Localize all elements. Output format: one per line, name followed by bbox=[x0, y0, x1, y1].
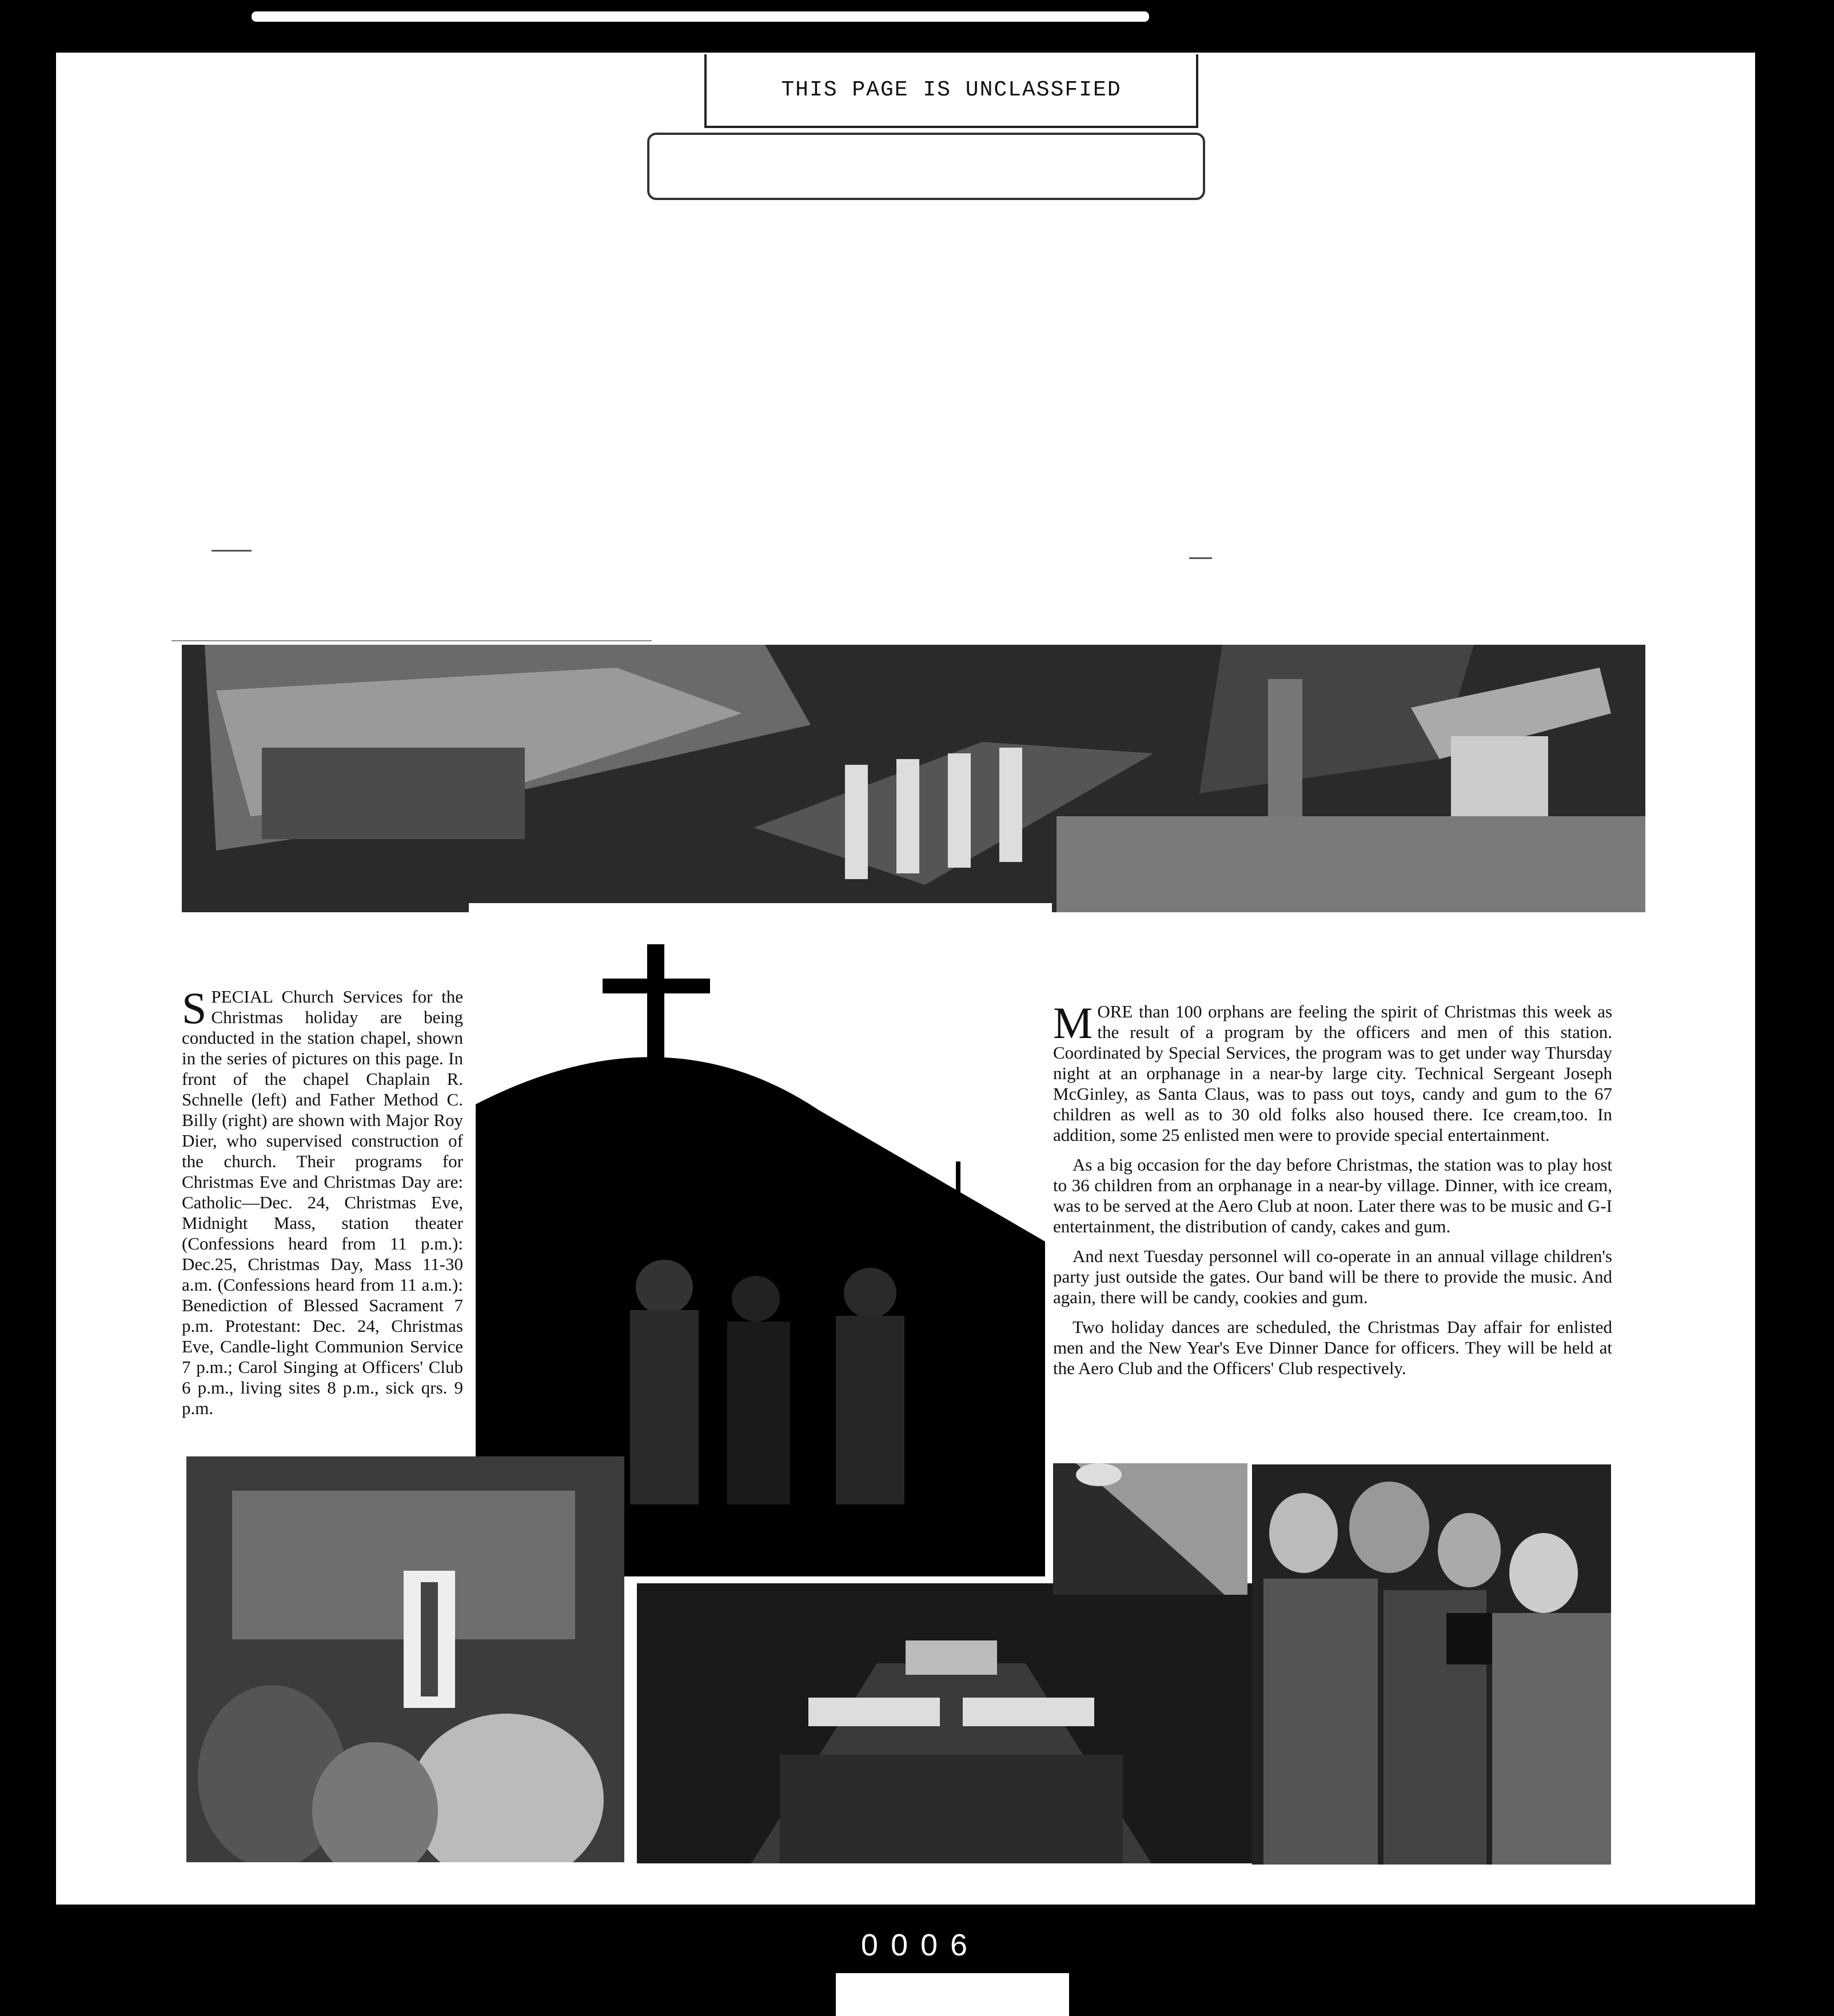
top-border bbox=[252, 11, 1149, 22]
right-article-paragraph: And next Tuesday personnel will co-operate in an annual village children's party just outside the gates. Our band will be there to provide the music. And again, there will be candy, cookies and gum. bbox=[1053, 1246, 1612, 1307]
torn-edge bbox=[56, 1886, 1755, 1905]
right-article-paragraph: Two holiday dances are scheduled, the Christmas Day affair for enlisted men and the New Year's Eve Dinner Dance for officers. They will be held at the Aero Club and the Officers' Club respectively. bbox=[1053, 1317, 1612, 1378]
carol-singers-photo bbox=[1252, 1464, 1611, 1865]
scan-mark bbox=[172, 640, 652, 641]
left-lead-word: PECIAL bbox=[211, 987, 273, 1007]
chapel-window-photo bbox=[1053, 1463, 1247, 1595]
right-lead-word: ORE bbox=[1097, 1001, 1133, 1021]
chapel-interior-sketch bbox=[182, 645, 1645, 912]
mass-service-photo bbox=[186, 1456, 624, 1862]
right-article bbox=[1053, 998, 1613, 1388]
left-dropcap: S bbox=[182, 983, 207, 1033]
page-number: 0006 bbox=[860, 1928, 980, 1962]
right-article-paragraph bbox=[1053, 998, 1613, 1145]
right-article-paragraph: As a big occasion for the day before Christmas, the station was to play host to 36 children from an orphanage in a near-by village. Dinner, with ice cream, was to be served at the Aero Club at noon. Later there was to be music and G-I entertainment, the distribution of candy, cakes and gum. bbox=[1053, 1155, 1612, 1236]
left-article-paragraph bbox=[182, 983, 464, 1419]
stamp-label: THIS PAGE IS UNCLASSFIED bbox=[781, 78, 1122, 102]
stamp-box bbox=[647, 133, 1205, 200]
scan-mark bbox=[1189, 557, 1212, 559]
left-article-text: Church Services for the Christmas holiday are being conducted in the station chapel, shown in the series of pictures on this page. In front of the chapel Chaplain R. Schnelle (left) and Father Method C. Billy (right) are shown with Major Roy Dier, who supervised construction of the church. Their programs for Christmas Eve and Christmas Day are: Catholic—Dec. 24, Christmas Eve, Midnight Mass, station theater (Confessions heard from 11 p.m.): Dec.25, Christmas Day, Mass 11-30 a.m. (Confessions heard from 11 a.m.): Benediction of Blessed Sacrament 7 p.m. Protestant: Dec. 24, Christmas Eve, Candle-light Communion Service 7 p.m.; Carol Singing at Officers' Club 6 p.m., living sites 8 p.m., sick qrs. 9 p.m. bbox=[182, 987, 464, 1418]
right-dropcap: M bbox=[1053, 998, 1093, 1048]
bottom-tab bbox=[836, 1973, 1069, 2016]
classification-stamp bbox=[704, 54, 1198, 128]
scan-mark bbox=[212, 550, 252, 552]
right-article-text-1: than 100 orphans are feeling the spirit of Christmas this week as the result of a program by the officers and men of this station. Coordinated by Special Services, the program was to get under way Thursday night at an orphanage in a near-by large city. Technical Sergeant Joseph McGinley, as Santa Claus, was to pass out toys, candy and gum to the 67 children as well as to 30 old folks also housed there. Ice cream,too. In addition, some 25 enlisted men were to provide special entertainment. bbox=[1053, 1001, 1613, 1145]
left-article bbox=[182, 983, 464, 1428]
chapel-altar-photo bbox=[637, 1583, 1265, 1863]
